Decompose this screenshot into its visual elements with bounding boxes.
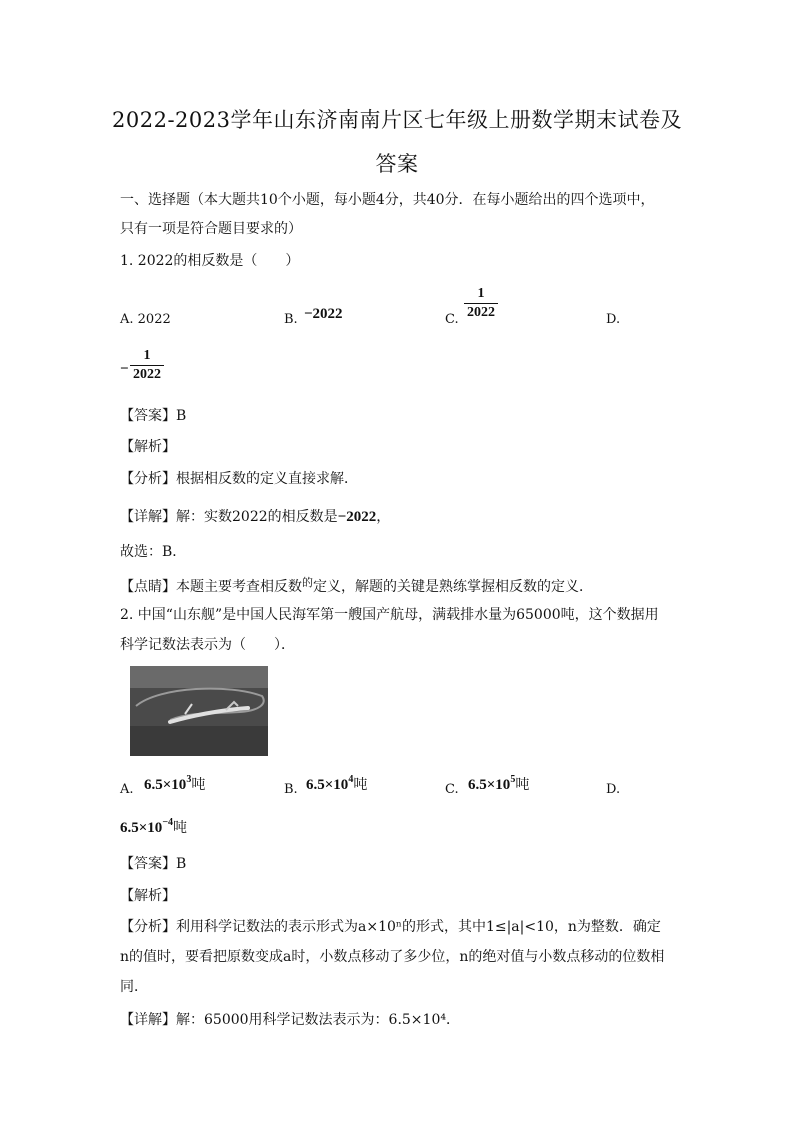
q1-detail-suffix: ， [376,509,391,525]
q1-conclusion: 故选：B． [120,544,187,560]
q1-comment-part3: 定义，解题的关键是熟练掌握相反数的定义． [313,579,593,595]
q2-stem-line2: 科学记数法表示为（ ）． [120,637,295,653]
q1-answer: 【答案】B [120,408,187,424]
q1-option-d-sign: − [120,361,129,377]
q2-option-b-unit: 吨 [353,777,368,793]
aircraft-carrier-photo [130,666,268,756]
q1-option-b-label: B. [284,312,298,327]
q2-detail: 【详解】解：65000用科学记数法表示为：6.5×10⁴． [120,1012,460,1028]
q2-option-c-exponent: 5 [510,774,516,785]
document-title-line1: 2022-2023学年山东济南南片区七年级上册数学期末试卷及 [112,108,682,132]
q2-answer: 【答案】B [120,856,187,872]
q1-option-c-label: C. [445,312,459,327]
q2-option-b-base: 6.5×10 [306,777,349,793]
q2-option-c [468,774,529,794]
q2-option-a [144,774,205,794]
q2-option-a-unit: 吨 [191,777,206,793]
q1-analysis: 【分析】根据相反数的定义直接求解． [120,471,358,487]
q2-option-c-label: C. [445,782,459,797]
q2-analysis-line2: n的值时，要看把原数变成a时，小数点移动了多少位，n的绝对值与小数点移动的位数相 [120,949,665,965]
document-title-line2: 答案 [375,152,419,176]
q2-option-b [306,774,367,794]
q2-stem-line1: 2. 中国“山东舰”是中国人民海军第一艘国产航母，满载排水量为65000吨，这个数据用 [120,607,659,623]
q2-option-d-exponent: −4 [162,817,174,828]
q2-option-a-base: 6.5×10 [144,777,187,793]
q1-detail [120,506,390,526]
q1-option-b-math: −2022 [304,306,343,322]
q1-option-d-fraction [130,348,164,383]
q1-analysis-heading: 【解析】 [120,439,176,455]
q1-option-d-numerator: 1 [143,348,151,363]
q2-option-b-label: B. [284,782,298,797]
q2-option-a-exponent: 3 [186,774,192,785]
q1-comment [120,574,593,596]
q1-option-d-label: D. [606,312,621,327]
q1-option-c-denominator: 2022 [467,305,495,320]
q1-option-c-numerator: 1 [477,286,485,301]
q2-option-a-label: A. [120,782,134,797]
q2-option-c-unit: 吨 [515,777,530,793]
fraction-bar [464,303,498,304]
section-intro-line2: 只有一项是符合题目要求的） [120,221,302,237]
q1-stem: 1. 2022的相反数是（ ） [120,253,300,269]
q2-option-d-label: D. [606,782,621,797]
q1-comment-part2: 的 [302,576,313,589]
q2-analysis-heading: 【解析】 [120,888,176,904]
q1-option-d-denominator: 2022 [133,367,161,382]
q1-detail-text: 【详解】解：实数2022的相反数是 [120,509,338,525]
section-intro-line1: 一、选择题（本大题共10个小题，每小题4分，共40分．在每小题给出的四个选项中， [120,192,655,208]
fraction-bar [130,365,164,366]
q1-option-c-fraction [464,286,498,321]
q2-analysis-line3: 同． [120,979,148,995]
q1-detail-math: −2022 [337,509,377,525]
q2-option-d [120,817,187,837]
q2-option-d-base: 6.5×10 [120,820,163,836]
q2-option-d-unit: 吨 [173,820,188,836]
q1-comment-part1: 【点睛】本题主要考查相反数 [120,579,302,595]
q2-analysis-line1: 【分析】利用科学记数法的表示形式为a×10ⁿ的形式，其中1≤|a|<10，n为整数．确定 [120,919,661,935]
q2-option-c-base: 6.5×10 [468,777,511,793]
q2-option-b-exponent: 4 [348,774,354,785]
q1-option-a: A. 2022 [120,312,171,327]
